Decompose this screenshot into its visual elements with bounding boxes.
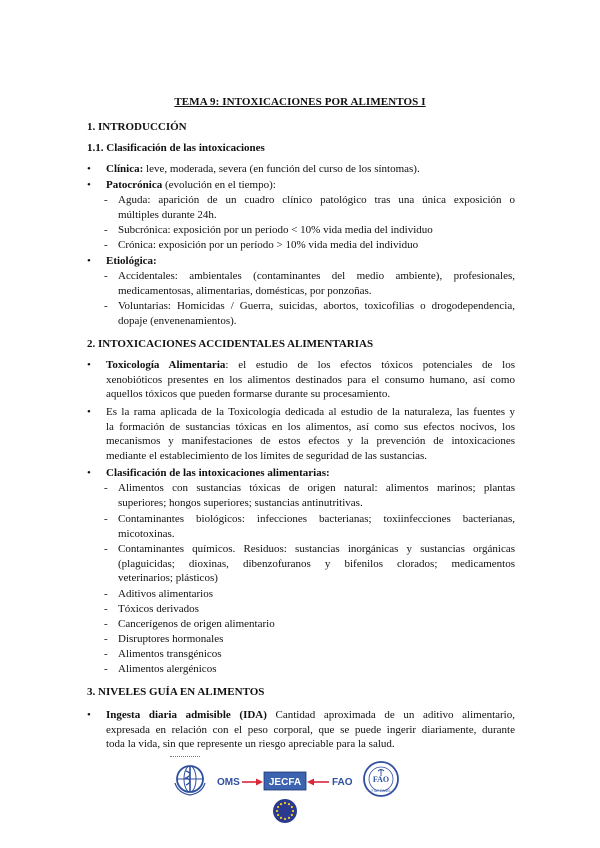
eu-flag-icon	[273, 799, 297, 823]
bullet-clasificacion: • Clasificación de las intoxicaciones alimentarias:	[87, 467, 330, 479]
list-item: - Cancerígenos de origen alimentario	[104, 617, 515, 632]
subitem-aguda: - Aguda: aparición de un cuadro clínico patológico tras una única exposición o múltiples durante 24h.	[104, 194, 515, 221]
subitem-voluntarias: - Voluntarias: Homicidas / Guerra, suicidas, abortos, toxicofilias o drogodependencia, dopaje (envenenamientos).	[104, 300, 515, 327]
list-item: - Aditivos alimentarios	[104, 587, 515, 602]
aguda-line-2: múltiples durante 24h.	[118, 208, 217, 221]
toxicologia-line-3: aquellos tóxicos que pueden formarse durante su procesamiento.	[106, 388, 391, 401]
section-2-heading: 2. INTOXICACIONES ACCIDENTALES ALIMENTARIAS	[87, 338, 374, 350]
fiat-panis-text: FIAT PANIS	[371, 789, 391, 793]
ida-line-3: toda la vida, sin que represente un riesgo apreciable para la salud.	[106, 738, 395, 751]
item-line: Aditivos alimentarios	[118, 588, 214, 600]
list-item: - Alimentos alergénicos	[104, 662, 515, 677]
item-line: Disruptores hormonales	[118, 633, 224, 645]
subsection-1-1-heading: 1.1. Clasificación de las intoxicaciones	[87, 142, 265, 154]
item-line: Alimentos con sustancias tóxicas de origen natural: alimentos marinos; plantas	[118, 482, 515, 494]
fao-logo-icon	[364, 762, 398, 796]
rama-line-1: Es la rama aplicada de la Toxicología dedicada al estudio de la naturaleza, las fuentes y	[106, 406, 515, 418]
item-line: Tóxicos derivados	[118, 603, 199, 615]
fao-logo-text: FAO	[372, 775, 390, 784]
list-item: - Disruptores hormonales	[104, 632, 515, 647]
bullet-patocronica: • Patocrónica (evolución en el tiempo):	[87, 179, 276, 191]
item-line: veterinarios; plásticos)	[118, 572, 218, 585]
bullet-rama: • Es la rama aplicada de la Toxicología dedicada al estudio de la naturaleza, las fuentes y la formación de sustancias tóxicas en los alimentos, así como sus efectos nocivos, los mecanismos y manifestaciones de estos efectos y la prevención de intoxicaciones mediante el establecimiento de los límites de seguridad de las sustancias.	[87, 406, 515, 462]
who-logo-icon	[175, 766, 205, 795]
cronica-text: Crónica: exposición por un período > 10% vida media del individuo	[118, 239, 419, 251]
bullet-ida: • Ingesta diaria admisible (IDA) Cantidad aproximada de un aditivo alimentario, expresada en relación con el peso corporal, que se puede ingerir diariamente, durante toda la vida, sin que represente un riesgo apreciable para la salud.	[87, 709, 515, 751]
aguda-line-1: Aguda: aparición de un cuadro clínico patológico tras una única exposición o	[118, 194, 515, 206]
bullet-clinica: • Clínica: leve, moderada, severa (en función del curso de los síntomas).	[87, 163, 420, 175]
arrow-head-icon	[307, 779, 314, 786]
jecfa-label: JECFA	[268, 777, 302, 788]
toxicologia-line-2: xenobióticos presentes en los alimentos destinados para el consumo humano, así como	[106, 373, 515, 386]
item-line: Alimentos alergénicos	[118, 663, 217, 675]
item-line: Cancerígenos de origen alimentario	[118, 618, 275, 630]
accidentales-line-2: medicamentosas, alimentarias, domésticas, por ponzoñas.	[118, 284, 372, 297]
clinica-text: leve, moderada, severa (en función del curso de los síntomas).	[143, 163, 420, 175]
item-line: (plaguicidas; dioxinas, dibenzofuranos y bifenilos clorados; medicamentos	[118, 557, 515, 570]
ida-line-1: Cantidad aproximada de un aditivo alimentario,	[266, 709, 515, 721]
arrow-head-icon	[256, 779, 263, 786]
item-line: Alimentos transgénicos	[118, 648, 222, 660]
toxicologia-label: Toxicología Alimentaria	[106, 359, 226, 371]
etiologica-label: Etiológica:	[106, 255, 157, 267]
rama-line-4: mediante el establecimiento de los límites de seguridad de las sustancias.	[106, 449, 428, 462]
patocronica-label: Patocrónica	[106, 179, 163, 191]
voluntarias-line-2: dopaje (envenenamientos).	[118, 314, 237, 327]
subitem-accidentales: - Accidentales: ambientales (contaminantes del medio ambiente), profesionales, medicamentosas, alimentarias, domésticas, por ponzoñas.	[104, 270, 515, 297]
list-item: - Tóxicos derivados	[104, 602, 515, 617]
patocronica-text: (evolución en el tiempo):	[162, 179, 276, 191]
list-item: - Alimentos transgénicos	[104, 647, 515, 662]
list-item: - Contaminantes biológicos: infecciones bacterianas; toxiinfecciones bacterianas, micotoxinas.	[104, 513, 515, 540]
item-line: Contaminantes químicos. Residuos: sustancias inorgánicas y sustancias orgánicas	[118, 543, 515, 555]
oms-label: OMS	[217, 777, 240, 788]
accidentales-line-1: Accidentales: ambientales (contaminantes del medio ambiente), profesionales,	[118, 270, 515, 282]
ida-line-2: expresada en relación con el peso corporal, que se puede ingerir diariamente, durante	[106, 723, 515, 736]
subitem-cronica: - Crónica: exposición por un período > 10% vida media del individuo	[104, 238, 515, 253]
oms-jecfa-fao-diagram	[170, 757, 402, 829]
bullet-etiologica: • Etiológica:	[87, 255, 157, 267]
subitem-subcronica: - Subcrónica: exposición por un período < 10% vida media del individuo	[104, 223, 515, 238]
list-item: - Alimentos con sustancias tóxicas de origen natural: alimentos marinos; plantas superiores; hongos superiores; sustancias antinutritivas.	[104, 482, 515, 509]
subcronica-text: Subcrónica: exposición por un período < 10% vida media del individuo	[118, 224, 433, 236]
clinica-label: Clínica:	[106, 163, 144, 175]
voluntarias-line-1: Voluntarias: Homicidas / Guerra, suicidas, abortos, toxicofilias o drogodependencia,	[118, 300, 515, 312]
item-line: micotoxinas.	[118, 527, 175, 540]
item-line: superiores; hongos superiores; sustancias antinutritivas.	[118, 496, 363, 509]
rama-line-3: mecanismos y manifestaciones de estos efectos y la prevención de intoxicaciones	[106, 435, 515, 448]
section-3-heading: 3. NIVELES GUÍA EN ALIMENTOS	[87, 686, 265, 698]
list-item: - Contaminantes químicos. Residuos: sustancias inorgánicas y sustancias orgánicas (plaguicidas; dioxinas, dibenzofuranos y bifenilos clorados; medicamentos veterinarios; plásticos)	[104, 543, 515, 585]
figure-mark	[170, 756, 200, 757]
bullet-toxicologia: • Toxicología Alimentaria: el estudio de los efectos tóxicos potenciales de los xenobióticos presentes en los alimentos destinados para el consumo humano, así como aquellos tóxicos que pueden formarse durante su procesamiento.	[87, 359, 516, 401]
section-1-heading: 1. INTRODUCCIÓN	[87, 121, 187, 133]
toxicologia-line-1: : el estudio de los efectos tóxicos potenciales de los	[225, 359, 516, 371]
fao-label: FAO	[332, 777, 353, 788]
rama-line-2: la formación de sustancias tóxicas en los alimentos, así como sus efectos nocivos, los	[106, 420, 515, 433]
ida-label: Ingesta diaria admisible (IDA)	[106, 709, 267, 721]
item-line: Contaminantes biológicos: infecciones bacterianas; toxiinfecciones bacterianas,	[118, 513, 515, 525]
document-title: TEMA 9: INTOXICACIONES POR ALIMENTOS I	[174, 96, 426, 108]
clasificacion-label: Clasificación de las intoxicaciones alimentarias:	[106, 467, 330, 479]
